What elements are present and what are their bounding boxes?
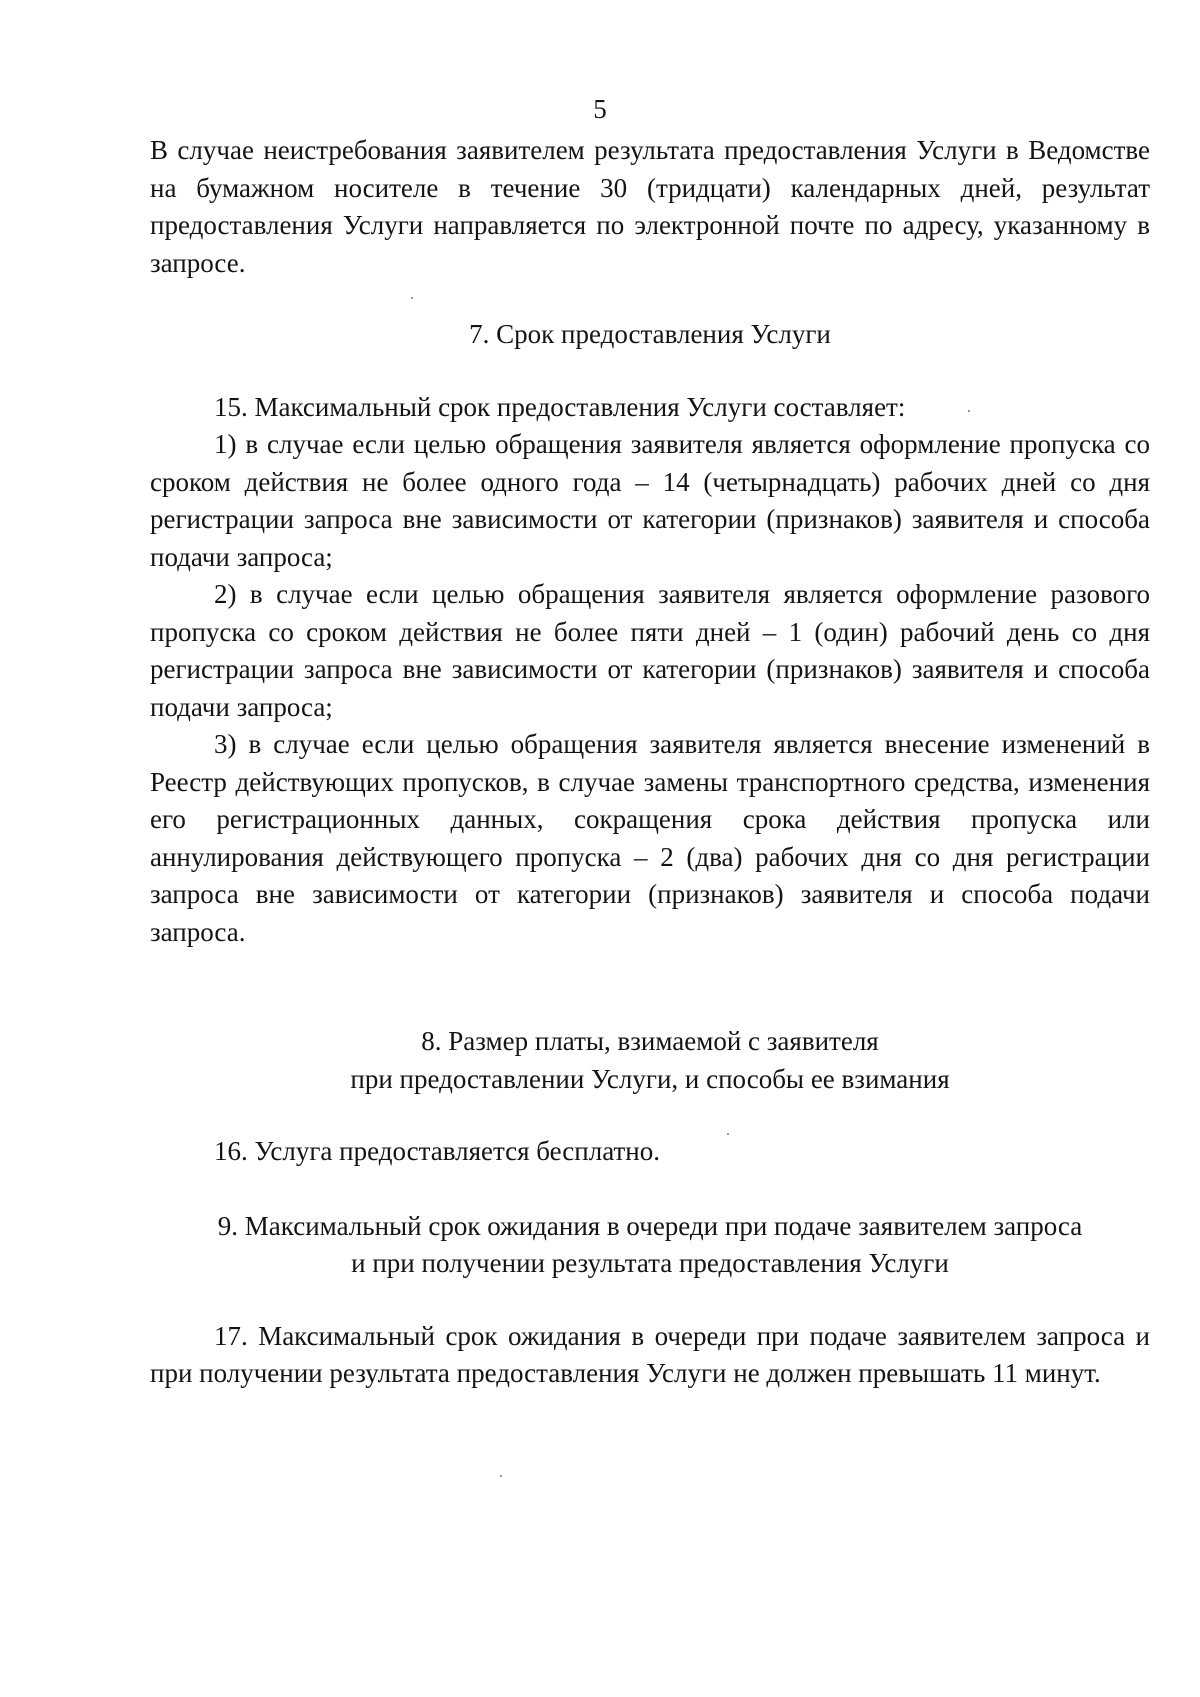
scan-speck xyxy=(500,1475,502,1477)
section-7-heading xyxy=(150,316,1150,354)
page-number: 5 xyxy=(593,94,607,124)
item-15-paragraph: 15. Максимальный срок предоставления Услуги составляет: xyxy=(214,391,906,422)
section-9-title-line-2: и при получении результата предоставления Услуги xyxy=(351,1248,949,1278)
section-9-title-line-1: 9. Максимальный срок ожидания в очереди при подаче заявителем запроса xyxy=(217,1210,1083,1241)
section-8-heading xyxy=(150,1023,1150,1098)
item-15-subitem-2: 2) в случае если целью обращения заявителя является оформление разового пропуска со сроком действия не более пяти дней – 1 (один) рабочий день со дня регистрации запроса вне зависимости от категории (признаков) заявителя и способа подачи запроса; xyxy=(150,579,1150,722)
document-body xyxy=(150,132,1150,1393)
scan-speck xyxy=(411,297,413,299)
item-15-subitem-3: 3) в случае если целью обращения заявителя является внесение изменений в Реестр действующих пропусков, в случае замены транспортного средства, изменения его регистрационных данных, сокращения срока действия пропуска или аннулирования действующего пропуска – 2 (два) рабочих дня со дня регистрации запроса вне зависимости от категории (признаков) заявителя и способа подачи запроса. xyxy=(150,729,1150,947)
section-8-title-line-2: при предоставлении Услуги, и способы ее взимания xyxy=(350,1063,950,1094)
scan-speck xyxy=(968,410,970,412)
item-15-subitem-1: 1) в случае если целью обращения заявителя является оформление пропуска со сроком действия не более одного года – 14 (четырнадцать) рабочих дней со дня регистрации запроса вне зависимости от категории (признаков) заявителя и способа подачи запроса; xyxy=(150,429,1150,572)
item-17-paragraph: 17. Максимальный срок ожидания в очереди при подаче заявителем запроса и при получении результата предоставления Услуги не должен превышать 11 минут. xyxy=(150,1320,1150,1388)
item-16-paragraph: 16. Услуга предоставляется бесплатно. xyxy=(214,1136,661,1166)
section-8-title-line-1: 8. Размер платы, взимаемой с заявителя xyxy=(421,1026,879,1056)
intro-paragraph: В случае неистребования заявителем результата предоставления Услуги в Ведомстве на бумажном носителе в течение 30 (тридцати) календарных дней, результат предоставления Услуги направляется по электронной почте по адресу, указанному в запросе. xyxy=(150,135,1150,278)
section-7-title: 7. Срок предоставления Услуги xyxy=(469,319,831,349)
section-9-heading xyxy=(150,1208,1150,1283)
scan-speck xyxy=(727,1133,729,1135)
